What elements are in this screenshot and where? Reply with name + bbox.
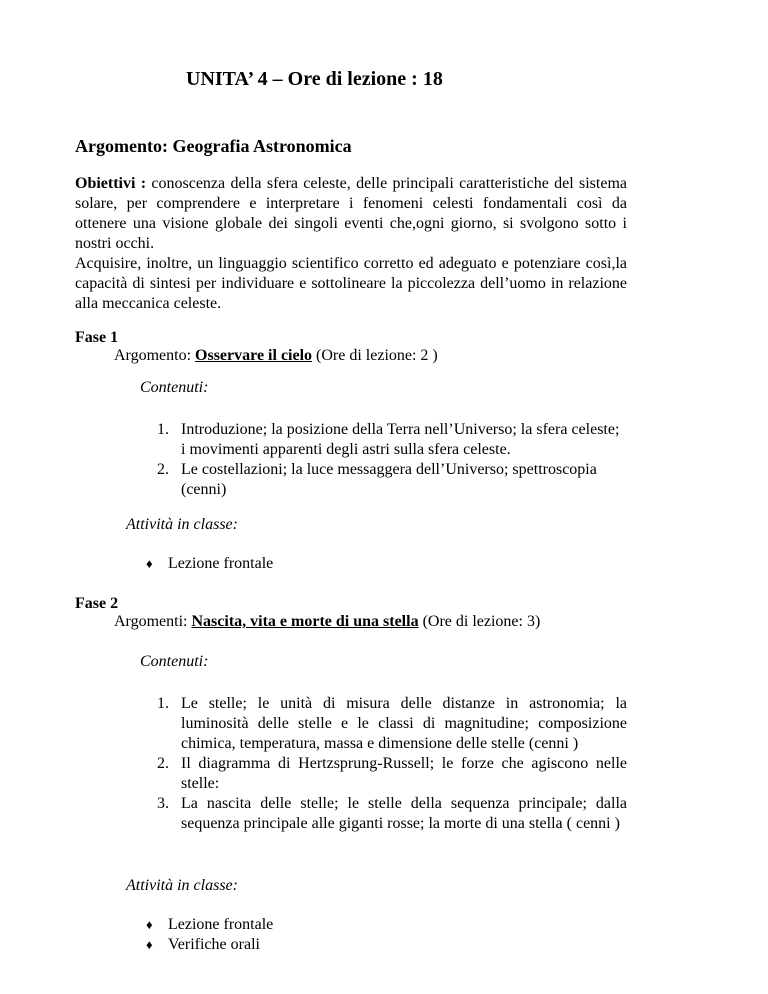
fase-1-argument [114, 346, 438, 366]
activity-text: Verifiche orali [168, 936, 260, 953]
section-heading: Argomento: Geografia Astronomica [75, 136, 352, 156]
activity-text: Lezione frontale [168, 916, 274, 933]
fase-1-contenuti-label: Contenuti: [140, 379, 209, 396]
page-title: UNITA’ 4 – Ore di lezione : 18 [186, 68, 443, 90]
fase-1-hours: (Ore di lezione: 2 ) [312, 347, 438, 364]
list-item [157, 694, 627, 754]
objectives-text: conoscenza della sfera celeste, delle principali caratteristiche del sistema solare, per comprendere e interpretare i fenomeni celesti fondamentali così da ottenere una visione globale dei singoli eventi che,ogni giorno, si svolgono sotto i nostri occhi. [75, 175, 627, 252]
fase-2-argument [114, 612, 540, 632]
list-number: 1. [157, 695, 169, 712]
fase-2-contents [157, 694, 627, 834]
list-item [146, 935, 273, 955]
list-item [157, 754, 627, 794]
list-text: Le stelle; le unità di misura delle distanze in astronomia; la luminosità delle stelle e le classi di magnitudine; composizione chimica, temperatura, massa e dimensione delle stelle (cenni ) [181, 695, 627, 752]
list-text: Introduzione; la posizione della Terra nell’Universo; la sfera celeste; i movimenti apparenti degli astri sulla sfera celeste. [181, 421, 620, 458]
objectives-text-2: Acquisire, inoltre, un linguaggio scientifico corretto ed adeguato e potenziare così,la capacità di sintesi per individuare e sottolineare la piccolezza dell’uomo in relazione alla meccanica celeste. [75, 255, 627, 312]
activity-text: Lezione frontale [168, 555, 274, 572]
diamond-bullet-icon: ♦ [146, 937, 153, 952]
diamond-bullet-icon: ♦ [146, 556, 153, 571]
fase-1-topic: Osservare il cielo [195, 347, 313, 364]
list-item [146, 554, 273, 574]
list-item [146, 915, 273, 935]
list-item [157, 460, 627, 500]
objectives-block [75, 174, 627, 314]
fase-2-contenuti-label: Contenuti: [140, 653, 209, 670]
list-number: 1. [157, 421, 169, 438]
list-text: Il diagramma di Hertzsprung-Russell; le forze che agiscono nelle stelle: [181, 755, 627, 792]
fase-1-activities [146, 554, 273, 574]
fase-1-arg-prefix: Argomento: [114, 347, 196, 364]
objectives-label: Obiettivi : [75, 175, 147, 192]
list-number: 2. [157, 755, 169, 772]
fase-2-hours: (Ore di lezione: 3) [418, 613, 541, 630]
fase-2-activities [146, 915, 273, 955]
list-number: 3. [157, 795, 169, 812]
fase-2-label: Fase 2 [75, 595, 119, 612]
fase-1-attivita-label: Attività in classe: [126, 516, 238, 533]
diamond-bullet-icon: ♦ [146, 917, 153, 932]
fase-2-topic: Nascita, vita e morte di una stella [191, 613, 419, 630]
fase-1-contents [157, 420, 627, 500]
list-item [157, 794, 627, 834]
fase-2-attivita-label: Attività in classe: [126, 877, 238, 894]
fase-2-arg-prefix: Argomenti: [114, 613, 192, 630]
list-item [157, 420, 627, 460]
fase-1-label: Fase 1 [75, 329, 119, 346]
list-text: La nascita delle stelle; le stelle della sequenza principale; dalla sequenza principale alle giganti rosse; la morte di una stella ( cenni ) [181, 795, 627, 832]
list-number: 2. [157, 461, 169, 478]
list-text: Le costellazioni; la luce messaggera dell’Universo; spettroscopia (cenni) [181, 461, 597, 498]
